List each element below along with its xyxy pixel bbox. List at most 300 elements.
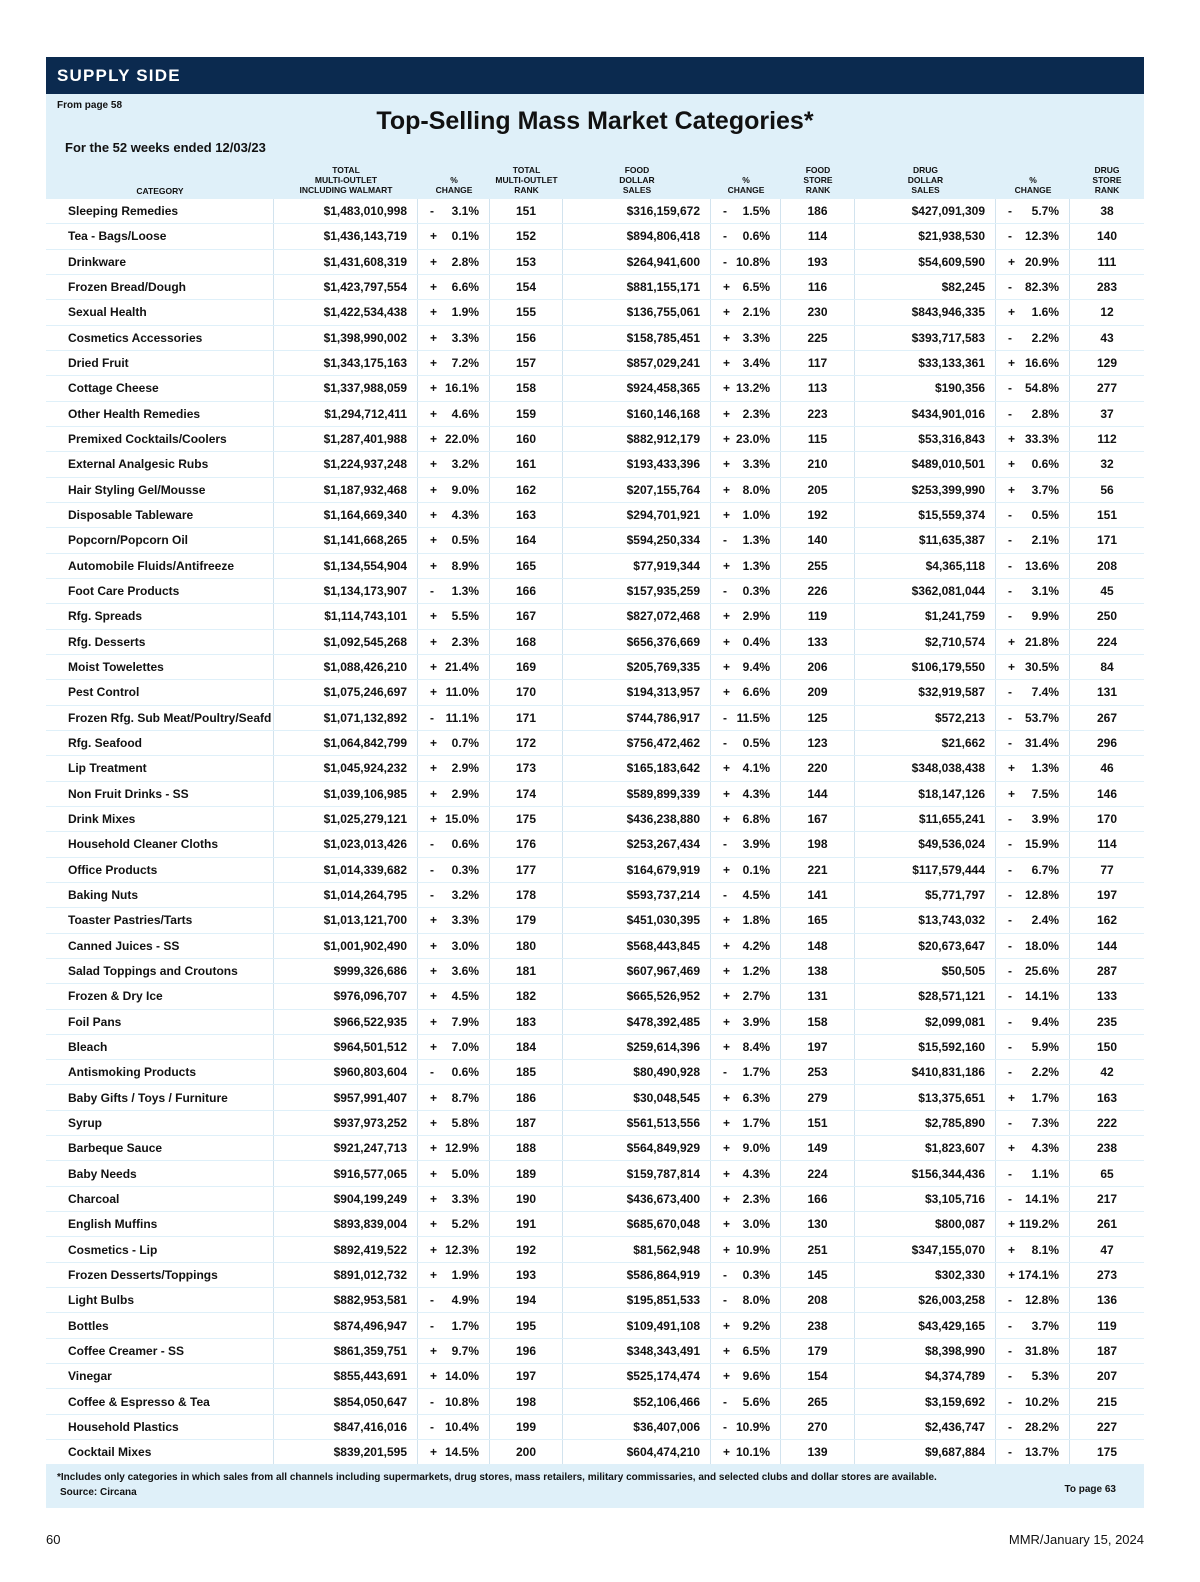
total-change-cell [418,1364,490,1388]
food-rank-cell: 208 [781,1288,855,1312]
drug-rank-cell: 136 [1096,1293,1118,1308]
change-sign: + [723,381,731,396]
drug-change-cell [996,959,1070,983]
category-cell: Premixed Cocktails/Coolers [46,427,274,451]
food-sales-cell: $158,785,451 [563,326,711,350]
total-sales-cell: $1,134,554,904 [274,554,418,578]
total-sales-cell: $1,064,842,799 [274,731,418,755]
drug-rank-cell: 197 [1096,888,1118,903]
table-row [46,1263,1144,1288]
change-value: 2.3% [742,1191,770,1206]
change-sign: + [1008,432,1016,447]
food-sales-cell: $568,443,845 [563,934,711,958]
change-value: 10.9% [735,1242,770,1257]
table-row [46,579,1144,604]
drug-change-cell [996,1415,1070,1439]
change-sign: + [1008,457,1016,472]
change-value: 10.2% [1024,1394,1059,1409]
change-sign: + [723,1445,731,1460]
total-change-cell [418,959,490,983]
change-sign: + [430,938,438,953]
total-rank-cell: 185 [490,1060,563,1084]
total-change-cell [418,1415,490,1439]
drug-rank-cell: 207 [1096,1369,1118,1384]
table-row [46,832,1144,857]
drug-rank-cell: 65 [1100,1166,1114,1181]
total-sales-cell: $921,247,713 [274,1136,418,1160]
change-sign: - [430,584,434,599]
food-rank-cell: 279 [781,1085,855,1109]
food-sales-cell: $744,786,917 [563,706,711,730]
total-change-cell [418,250,490,274]
category-cell: Bleach [46,1035,274,1059]
change-sign: + [430,406,438,421]
food-change-cell [711,984,781,1008]
drug-rank-cell: 151 [1096,508,1118,523]
change-value: 4.9% [451,1293,479,1308]
change-value: 30.5% [1024,660,1059,675]
change-sign: - [723,1065,727,1080]
total-sales-cell: $1,337,988,059 [274,376,418,400]
change-value: 5.5% [451,609,479,624]
food-change-cell [711,1364,781,1388]
food-rank-cell: 167 [781,807,855,831]
total-change-cell [418,376,490,400]
food-change-cell [711,554,781,578]
drug-change-cell [996,1035,1070,1059]
category-cell: Automobile Fluids/Antifreeze [46,554,274,578]
change-sign: - [1008,1445,1012,1460]
drug-rank-cell: 162 [1096,913,1118,928]
change-value: 9.4% [1031,1014,1059,1029]
change-value: 6.5% [742,1343,770,1358]
total-sales-cell: $966,522,935 [274,1010,418,1034]
food-change-cell [711,1237,781,1261]
total-rank-cell: 184 [490,1035,563,1059]
change-sign: + [430,229,438,244]
total-rank-cell: 181 [490,959,563,983]
change-value: 0.6% [742,229,770,244]
change-value: 5.9% [1031,1039,1059,1054]
food-change-cell [711,807,781,831]
change-value: 13.6% [1024,558,1059,573]
food-change-cell [711,1187,781,1211]
food-change-cell [711,376,781,400]
total-sales-cell: $1,001,902,490 [274,934,418,958]
food-sales-cell: $881,155,171 [563,275,711,299]
drug-sales-cell: $348,038,438 [855,756,996,780]
change-value: 8.0% [742,482,770,497]
total-change-cell [418,1339,490,1363]
drug-rank-cell: 267 [1096,710,1118,725]
total-rank-cell: 162 [490,478,563,502]
drug-sales-cell: $393,717,583 [855,326,996,350]
drug-sales-cell: $362,081,044 [855,579,996,603]
table-row [46,427,1144,452]
change-sign: - [1008,837,1012,852]
food-sales-cell: $594,250,334 [563,528,711,552]
food-sales-cell: $159,787,814 [563,1161,711,1185]
food-rank-cell: 139 [781,1440,855,1464]
category-cell: Cosmetics - Lip [46,1237,274,1261]
change-value: 7.4% [1031,685,1059,700]
change-value: 1.9% [451,305,479,320]
change-sign: + [430,1445,438,1460]
change-value: 33.3% [1024,432,1059,447]
table-row [46,680,1144,705]
drug-change-cell [996,1313,1070,1337]
change-sign: - [723,710,727,725]
food-sales-cell: $478,392,485 [563,1010,711,1034]
change-sign: + [1008,254,1016,269]
change-value: 4.3% [742,1166,770,1181]
food-rank-cell: 149 [781,1136,855,1160]
food-sales-cell: $36,407,006 [563,1415,711,1439]
total-sales-cell: $855,443,691 [274,1364,418,1388]
change-value: 2.4% [1031,913,1059,928]
drug-change-cell [996,326,1070,350]
change-sign: + [723,609,731,624]
change-value: 3.7% [1031,482,1059,497]
total-rank-cell: 160 [490,427,563,451]
food-rank-cell: 145 [781,1263,855,1287]
total-rank-cell: 193 [490,1263,563,1287]
food-change-cell [711,959,781,983]
change-value: 2.1% [1031,533,1059,548]
food-change-cell [711,630,781,654]
table-row [46,655,1144,680]
food-sales-cell: $586,864,919 [563,1263,711,1287]
drug-change-cell [996,452,1070,476]
drug-rank-cell: 129 [1096,356,1118,371]
table-row [46,275,1144,300]
change-sign: - [1008,406,1012,421]
food-sales-cell: $136,755,061 [563,300,711,324]
change-sign: + [723,508,731,523]
drug-change-cell [996,832,1070,856]
drug-change-cell [996,224,1070,248]
change-value: 0.6% [451,1065,479,1080]
food-sales-cell: $164,679,919 [563,858,711,882]
drug-rank-cell: 283 [1096,280,1118,295]
change-sign: + [430,660,438,675]
total-change-cell [418,1440,490,1464]
drug-sales-cell: $1,823,607 [855,1136,996,1160]
drug-rank-cell: 42 [1100,1065,1114,1080]
category-cell: Foil Pans [46,1010,274,1034]
food-rank-cell: 225 [781,326,855,350]
change-value: 2.2% [1031,1065,1059,1080]
category-cell: Sexual Health [46,300,274,324]
drug-sales-cell: $15,592,160 [855,1035,996,1059]
change-value: 31.8% [1024,1343,1059,1358]
total-change-cell [418,934,490,958]
change-value: 4.5% [451,989,479,1004]
category-cell: Frozen Desserts/Toppings [46,1263,274,1287]
total-change-cell [418,224,490,248]
content-panel [46,94,1144,1508]
drug-change-cell [996,883,1070,907]
change-sign: - [430,1394,434,1409]
change-value: 1.5% [742,204,770,219]
change-sign: + [430,736,438,751]
change-value: 6.6% [742,685,770,700]
change-sign: - [1008,381,1012,396]
category-cell: Baking Nuts [46,883,274,907]
food-rank-cell: 158 [781,1010,855,1034]
change-value: 2.1% [742,305,770,320]
change-sign: - [1008,330,1012,345]
change-value: 3.9% [742,837,770,852]
change-sign: + [430,432,438,447]
category-cell: Bottles [46,1313,274,1337]
change-sign: - [1008,1419,1012,1434]
drug-change-cell [996,1187,1070,1211]
change-sign: + [723,1039,731,1054]
food-rank-cell: 209 [781,680,855,704]
food-sales-cell: $205,769,335 [563,655,711,679]
change-sign: + [1008,1141,1016,1156]
change-value: 1.9% [451,1267,479,1282]
total-rank-cell: 191 [490,1212,563,1236]
drug-rank-cell: 12 [1100,305,1114,320]
drug-change-cell [996,351,1070,375]
change-sign: + [430,964,438,978]
total-change-cell [418,300,490,324]
total-rank-cell: 164 [490,528,563,552]
change-sign: + [430,1090,438,1105]
total-rank-cell: 183 [490,1010,563,1034]
food-rank-cell: 179 [781,1339,855,1363]
change-value: 2.2% [1031,330,1059,345]
change-sign: + [723,1369,731,1384]
food-rank-cell: 210 [781,452,855,476]
change-sign: - [1008,1293,1012,1308]
table-row [46,1415,1144,1440]
change-value: 0.6% [1031,457,1059,472]
food-rank-cell: 251 [781,1237,855,1261]
food-change-cell [711,782,781,806]
total-sales-cell: $1,423,797,554 [274,275,418,299]
change-sign: + [430,1369,438,1384]
table-row [46,326,1144,351]
drug-rank-cell: 175 [1096,1445,1118,1460]
food-change-cell [711,1010,781,1034]
category-cell: Baby Gifts / Toys / Furniture [46,1085,274,1109]
table-row [46,1237,1144,1262]
food-change-cell [711,858,781,882]
category-cell: Cocktail Mixes [46,1440,274,1464]
change-sign: + [1008,1090,1016,1105]
total-sales-cell: $1,436,143,719 [274,224,418,248]
food-change-cell [711,452,781,476]
change-sign: - [1008,1369,1012,1384]
drug-sales-cell: $843,946,335 [855,300,996,324]
category-cell: Office Products [46,858,274,882]
total-change-cell [418,351,490,375]
total-sales-cell: $1,014,339,682 [274,858,418,882]
change-value: 1.8% [742,913,770,928]
total-rank-cell: 198 [490,1389,563,1413]
table-row [46,706,1144,731]
change-sign: + [430,356,438,371]
change-value: 53.7% [1024,710,1059,725]
drug-sales-cell: $33,133,361 [855,351,996,375]
total-rank-cell: 186 [490,1085,563,1109]
change-sign: + [723,1166,731,1181]
category-cell: Salad Toppings and Croutons [46,959,274,983]
food-change-cell [711,680,781,704]
change-sign: + [723,1191,731,1206]
total-rank-cell: 171 [490,706,563,730]
category-cell: Rfg. Spreads [46,604,274,628]
change-value: 16.6% [1024,356,1059,371]
category-cell: Rfg. Seafood [46,731,274,755]
header-total-change: % CHANGE [435,175,473,195]
change-value: 1.3% [451,584,479,599]
change-value: 6.5% [742,280,770,295]
total-change-cell [418,326,490,350]
total-change-cell [418,908,490,932]
food-change-cell [711,1085,781,1109]
change-sign: + [430,609,438,624]
total-rank-cell: 182 [490,984,563,1008]
drug-rank-cell: 32 [1100,457,1114,472]
category-cell: Household Plastics [46,1415,274,1439]
total-rank-cell: 158 [490,376,563,400]
category-cell: Other Health Remedies [46,402,274,426]
total-sales-cell: $1,023,013,426 [274,832,418,856]
change-value: 22.0% [444,432,479,447]
total-sales-cell: $1,164,669,340 [274,503,418,527]
change-value: 1.3% [742,533,770,548]
change-sign: + [723,1115,731,1130]
change-sign: - [1008,913,1012,928]
drug-sales-cell: $43,429,165 [855,1313,996,1337]
total-sales-cell: $839,201,595 [274,1440,418,1464]
change-sign: - [723,533,727,548]
change-value: 13.2% [735,381,770,396]
change-value: 1.2% [742,964,770,978]
food-rank-cell: 220 [781,756,855,780]
drug-rank-cell: 296 [1096,736,1118,751]
total-change-cell [418,1237,490,1261]
section-title: SUPPLY SIDE [57,66,181,85]
drug-sales-cell: $49,536,024 [855,832,996,856]
food-change-cell [711,528,781,552]
table-row [46,351,1144,376]
drug-sales-cell: $13,743,032 [855,908,996,932]
change-value: 3.0% [742,1217,770,1232]
drug-sales-cell: $156,344,436 [855,1161,996,1185]
change-sign: + [723,989,731,1004]
change-sign: - [1008,736,1012,751]
total-sales-cell: $893,839,004 [274,1212,418,1236]
change-value: 3.7% [1031,1318,1059,1333]
drug-sales-cell: $4,374,789 [855,1364,996,1388]
drug-sales-cell: $3,105,716 [855,1187,996,1211]
food-change-cell [711,300,781,324]
drug-change-cell [996,1212,1070,1236]
change-value: 0.5% [451,533,479,548]
change-value: 2.7% [742,989,770,1004]
total-sales-cell: $861,359,751 [274,1339,418,1363]
change-sign: + [723,938,731,953]
change-value: 15.0% [444,812,479,827]
drug-rank-cell: 45 [1100,584,1114,599]
total-sales-cell: $1,187,932,468 [274,478,418,502]
drug-change-cell [996,934,1070,958]
publication-date: MMR/January 15, 2024 [1008,1532,1144,1547]
change-sign: - [1008,533,1012,548]
total-rank-cell: 199 [490,1415,563,1439]
food-rank-cell: 270 [781,1415,855,1439]
table-row [46,782,1144,807]
change-value: 8.9% [451,558,479,573]
change-value: 5.3% [1031,1369,1059,1384]
change-sign: + [430,913,438,928]
change-value: 3.3% [742,457,770,472]
total-sales-cell: $960,803,604 [274,1060,418,1084]
drug-sales-cell: $302,330 [855,1263,996,1287]
change-sign: + [430,761,438,776]
drug-sales-cell: $800,087 [855,1212,996,1236]
change-value: 14.5% [444,1445,479,1460]
total-change-cell [418,1010,490,1034]
food-rank-cell: 198 [781,832,855,856]
drug-sales-cell: $410,831,186 [855,1060,996,1084]
drug-sales-cell: $26,003,258 [855,1288,996,1312]
total-change-cell [418,402,490,426]
food-sales-cell: $109,491,108 [563,1313,711,1337]
change-sign: + [430,1191,438,1206]
food-sales-cell: $316,159,672 [563,199,711,223]
change-value: 11.1% [445,710,479,725]
category-cell: Barbeque Sauce [46,1136,274,1160]
drug-rank-cell: 171 [1096,533,1118,548]
total-change-cell [418,1111,490,1135]
change-sign: + [1008,1242,1016,1257]
total-rank-cell: 187 [490,1111,563,1135]
drug-sales-cell: $8,398,990 [855,1339,996,1363]
drug-change-cell [996,655,1070,679]
change-value: 0.4% [742,634,770,649]
change-sign: - [1008,1191,1012,1206]
total-sales-cell: $1,141,668,265 [274,528,418,552]
total-rank-cell: 196 [490,1339,563,1363]
drug-change-cell [996,1237,1070,1261]
change-value: 9.7% [451,1343,479,1358]
change-value: 3.3% [742,330,770,345]
table-row [46,224,1144,249]
food-sales-cell: $589,899,339 [563,782,711,806]
change-sign: - [1008,204,1012,219]
change-sign: + [430,1343,438,1358]
change-value: 6.8% [742,812,770,827]
header-total-sales: TOTAL MULTI-OUTLET INCLUDING WALMART [299,165,393,195]
drug-rank-cell: 112 [1097,432,1117,447]
total-rank-cell: 180 [490,934,563,958]
category-cell: Foot Care Products [46,579,274,603]
change-sign: - [723,584,727,599]
change-sign: - [1008,964,1012,978]
drug-sales-cell: $18,147,126 [855,782,996,806]
drug-sales-cell: $2,785,890 [855,1111,996,1135]
drug-sales-cell: $427,091,309 [855,199,996,223]
food-sales-cell: $607,967,469 [563,959,711,983]
change-sign: - [1008,1318,1012,1333]
food-sales-cell: $195,851,533 [563,1288,711,1312]
